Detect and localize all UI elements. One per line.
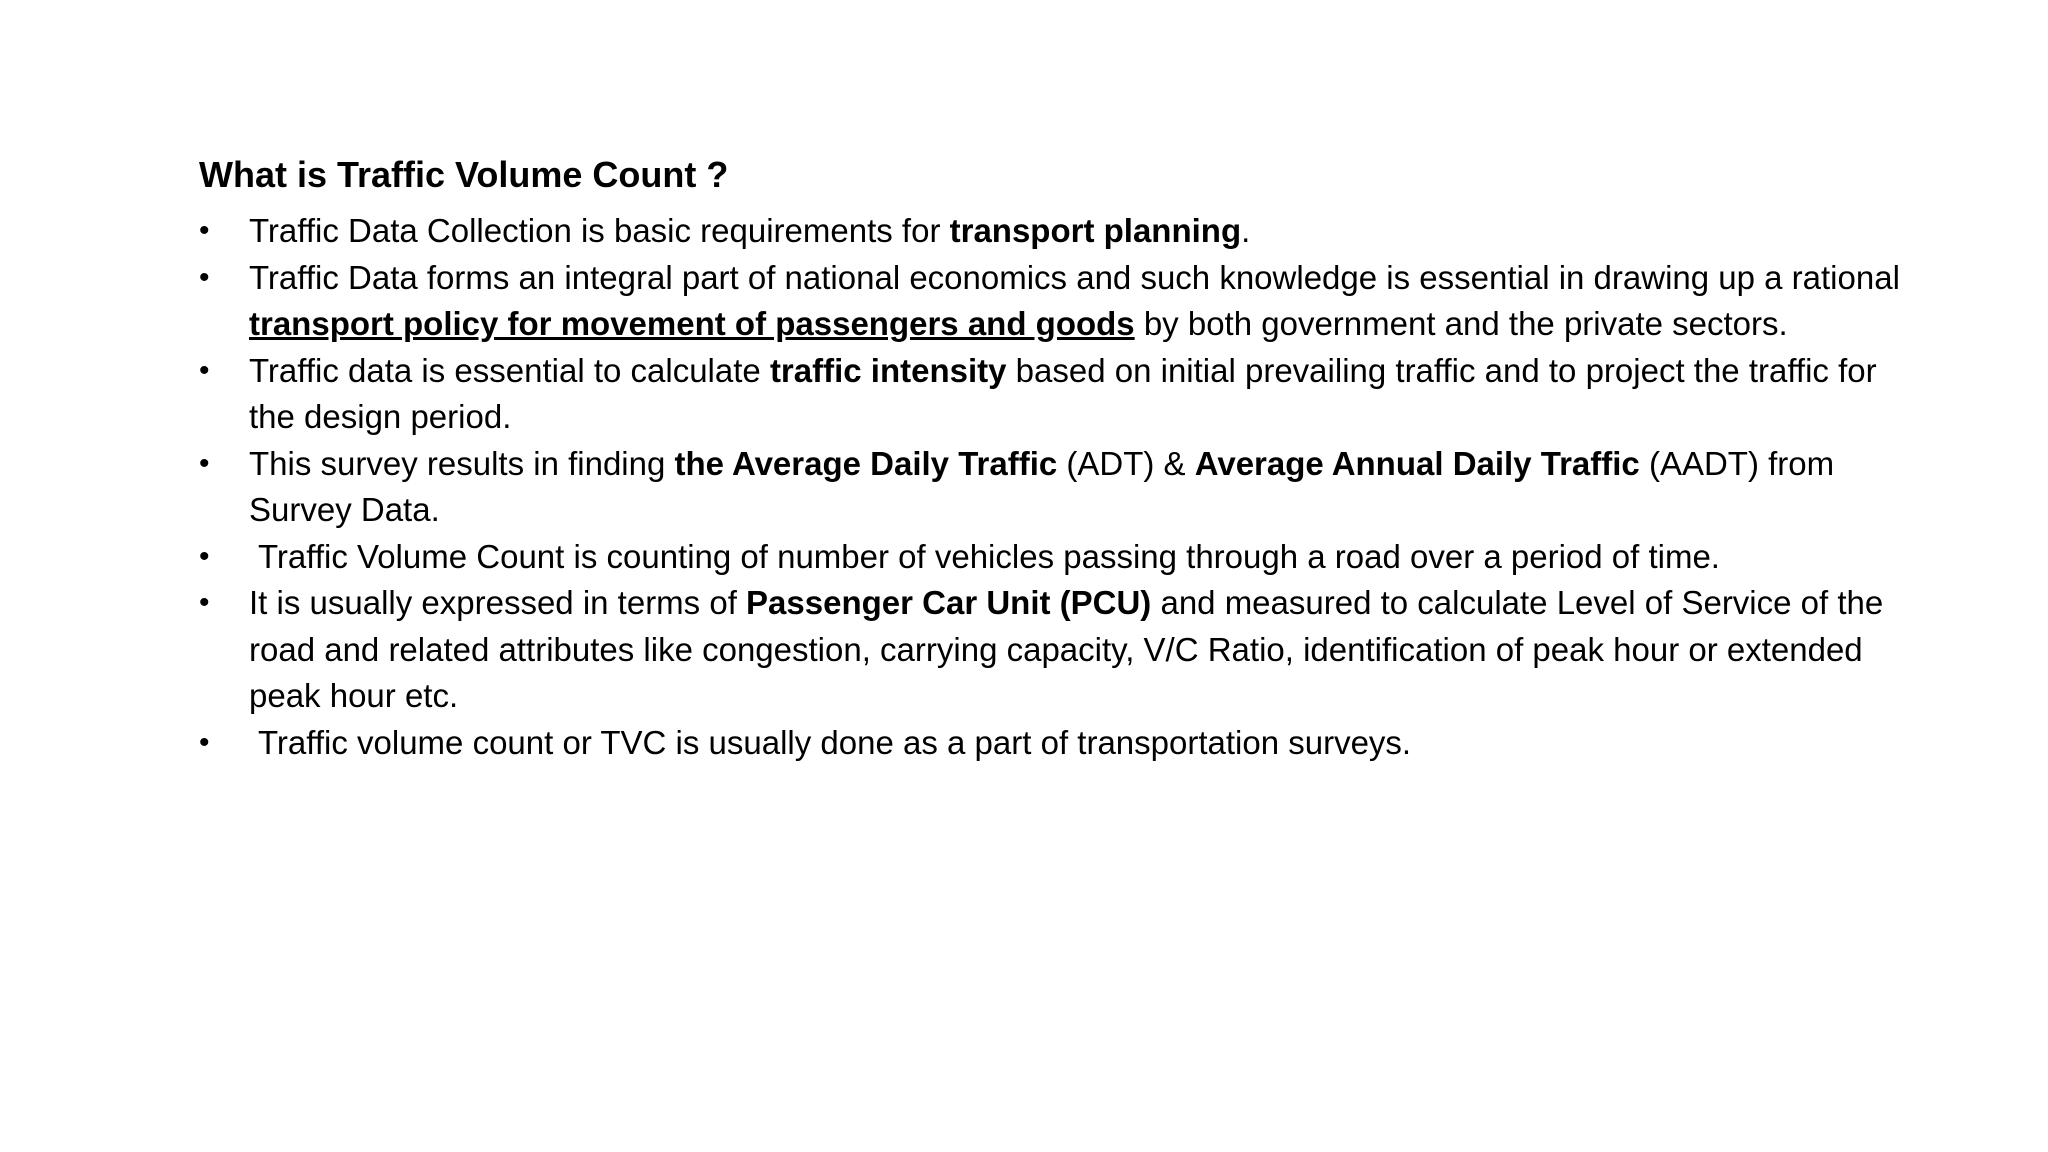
bullet-text: . <box>1241 212 1251 249</box>
bullet-item-2 <box>199 255 1919 348</box>
bullet-bold-text: the Average Daily Traffic <box>674 444 1058 482</box>
bullet-text: (AADT) from Survey Data. <box>249 444 1835 528</box>
bullet-text: Traffic data is essential to calculate <box>249 351 770 389</box>
bullet-text: It is usually expressed in terms of <box>249 584 747 621</box>
bullet-dot-icon: • <box>199 353 210 387</box>
bullet-item-6 <box>199 580 1919 720</box>
bullet-dot-icon: • <box>199 586 210 619</box>
bullet-text: Traffic Volume Count is counting of number of vehicles passing through a road over a period of time. <box>258 537 1720 575</box>
bullet-text: (ADT) & <box>1057 444 1195 482</box>
slide-content <box>199 148 1919 766</box>
bullet-bold-underlined-text: transport policy for movement of passengers and goods <box>249 305 1135 342</box>
bullet-item-4 <box>199 441 1919 534</box>
bullet-text: Traffic Data Collection is basic requirements for <box>249 212 950 249</box>
bullet-text: Traffic Data forms an integral part of national economics and such knowledge is essential in drawing up a rational <box>249 258 1900 296</box>
slide-title: What is Traffic Volume Count ? <box>199 154 729 195</box>
bullet-text: This survey results in finding <box>249 444 675 482</box>
bullet-dot-icon: • <box>199 539 210 573</box>
bullet-bold-text: traffic intensity <box>769 351 1007 389</box>
bullet-dot-icon: • <box>199 446 210 480</box>
bullet-text: based on initial prevailing traffic and to project the traffic for the design period. <box>249 351 1877 435</box>
bullet-item-1 <box>199 208 1919 255</box>
bullet-item-5 <box>199 534 1919 581</box>
bullet-item-3 <box>199 348 1919 441</box>
bullet-dot-icon: • <box>199 260 210 294</box>
bullet-text: and measured to calculate Level of Service of the road and related attributes like congestion, carrying capacity, V/C Ratio, identification of peak hour or extended peak hour etc. <box>249 584 1884 714</box>
bullet-bold-text: transport planning <box>949 212 1242 249</box>
bullet-bold-text: Average Annual Daily Traffic <box>1194 444 1640 482</box>
bullet-list <box>199 208 1919 766</box>
bullet-dot-icon: • <box>199 725 210 759</box>
bullet-text: by both government and the private sectors. <box>1134 305 1788 342</box>
bullet-bold-text: Passenger Car Unit (PCU) <box>746 584 1152 621</box>
bullet-text: Traffic volume count or TVC is usually done as a part of transportation surveys. <box>258 723 1412 761</box>
bullet-dot-icon: • <box>199 214 210 247</box>
bullet-item-7 <box>199 720 1919 767</box>
